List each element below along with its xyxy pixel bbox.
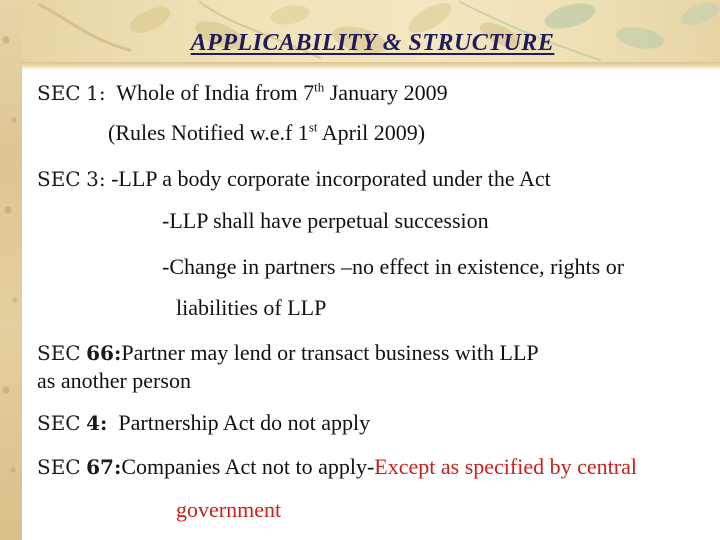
sec3-line — [37, 166, 551, 192]
sec66-text: Partner may lend or transact business with LLP — [121, 340, 539, 365]
sec3-number: 3: — [86, 167, 106, 191]
sec4-text: Partnership Act do not apply — [118, 410, 371, 435]
sec67-red-text: Except as specified by central — [374, 454, 637, 479]
sec1-rules-line — [108, 120, 425, 146]
sec66-number: 66: — [86, 341, 122, 365]
sec67-red-line2: government — [176, 497, 282, 522]
sec67-number: 67: — [86, 455, 122, 479]
sec3-text: -LLP a body corporate incorporated under the Act — [105, 166, 551, 191]
sec1-sub-a: (Rules Notified w.e.f 1 — [108, 120, 309, 145]
sec1-number: 1: — [86, 81, 106, 105]
sec4-number: 4: — [86, 411, 108, 435]
sec4-line — [37, 410, 370, 436]
sec66-label: SEC — [37, 341, 81, 365]
sec1-label: SEC — [37, 81, 81, 105]
sec67-label: SEC — [37, 455, 81, 479]
sec1-sup: th — [314, 79, 325, 95]
sec3-item2: -LLP shall have perpetual succession — [162, 208, 489, 233]
sec1-sub-b: April 2009) — [317, 120, 426, 145]
sec4-label: SEC — [37, 411, 81, 435]
sec67-text: Companies Act not to apply- — [121, 454, 375, 479]
sec67-line — [37, 454, 637, 480]
sec1-sub-sup: st — [308, 119, 318, 135]
sec3-item3b: liabilities of LLP — [176, 295, 327, 320]
header-divider — [22, 62, 720, 70]
sec3-item3a: -Change in partners –no effect in existence, rights or — [162, 254, 625, 279]
sec1-text-a: Whole of India from 7 — [116, 80, 315, 105]
slide-title: APPLICABILITY & STRUCTURE — [190, 30, 555, 56]
sec1-line — [37, 80, 448, 106]
sec3-label: SEC — [37, 167, 81, 191]
sec66-line — [37, 340, 539, 366]
sec66-line2: as another person — [37, 368, 191, 393]
sec1-text-b: January 2009 — [324, 80, 448, 105]
left-decorative-strip — [0, 0, 22, 540]
